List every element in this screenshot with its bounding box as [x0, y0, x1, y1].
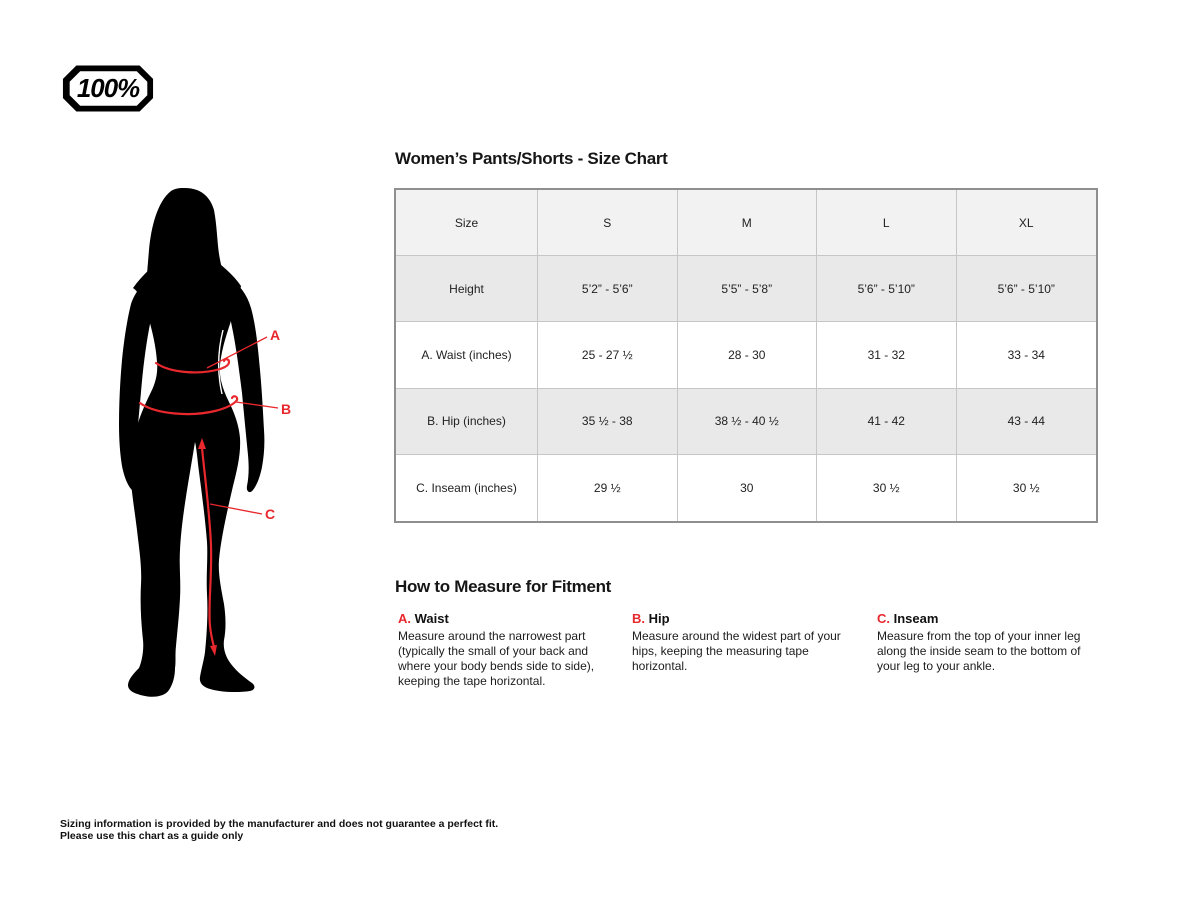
row-label: A. Waist (inches) [396, 322, 538, 388]
table-cell: 5’5” - 5’8” [678, 256, 818, 322]
table-header-row [396, 190, 1096, 256]
measure-name: Waist [414, 611, 449, 626]
disclaimer-line-1: Sizing information is provided by the manufacturer and does not guarantee a perfect fit. [60, 818, 499, 830]
table-cell: 38 ½ - 40 ½ [678, 389, 818, 455]
size-chart-table [394, 188, 1098, 523]
table-cell: 5’6” - 5’10” [817, 256, 957, 322]
table-row-hip [396, 389, 1096, 455]
measure-description: Measure from the top of your inner leg along the inside seam to the bottom of your leg to your ankle. [877, 629, 1081, 673]
measure-item-heading [632, 611, 867, 626]
table-cell: 30 ½ [1012, 480, 1040, 495]
measure-letter: C. [877, 611, 890, 626]
table-cell: 5’6” - 5’10” [957, 256, 1097, 322]
measure-letter: A. [398, 611, 411, 626]
how-to-measure-title: How to Measure for Fitment [395, 577, 612, 596]
measure-letter: B. [632, 611, 645, 626]
disclaimer-line-2: Please use this chart as a guide only [60, 830, 244, 842]
table-cell: 35 ½ - 38 [538, 389, 678, 455]
table-cell: 43 - 44 [957, 389, 1097, 455]
disclaimer [60, 818, 498, 842]
header-cell-size: Size [396, 190, 538, 256]
measure-item-heading [398, 611, 622, 626]
measure-name: Inseam [893, 611, 939, 626]
brand-logo-badge [62, 64, 154, 113]
measure-description: Measure around the narrowest part (typically the small of your back and where your body bends side to side), keeping the tape horizontal. [398, 629, 595, 688]
how-to-measure-columns [398, 611, 1098, 689]
measure-item-inseam [877, 611, 1098, 689]
table-cell: 30 [678, 455, 818, 521]
brand-logo [62, 64, 154, 113]
row-label: B. Hip (inches) [396, 389, 538, 455]
table-row-inseam [396, 455, 1096, 521]
measure-name: Hip [648, 611, 670, 626]
table-cell: 41 - 42 [817, 389, 957, 455]
table-row-waist [396, 322, 1096, 388]
table-cell: 25 - 27 ½ [538, 322, 678, 388]
measure-item-hip [632, 611, 867, 689]
header-cell-xl: XL [957, 190, 1097, 256]
figure-label-c: C [265, 506, 276, 522]
table-cell: 33 - 34 [957, 322, 1097, 388]
measurement-figure [115, 186, 300, 731]
table-row-height [396, 256, 1096, 322]
row-label: Height [396, 256, 538, 322]
woman-silhouette-figure [115, 186, 300, 731]
table-cell: 30 ½ [817, 455, 957, 521]
table-cell: 28 - 30 [678, 322, 818, 388]
measure-item-heading [877, 611, 1098, 626]
header-cell-s: S [538, 190, 678, 256]
table-cell: 31 - 32 [817, 322, 957, 388]
measure-description: Measure around the widest part of your hips, keeping the measuring tape horizontal. [632, 629, 841, 673]
header-cell-m: M [678, 190, 818, 256]
figure-label-a: A [270, 327, 281, 343]
table-cell: 5’2” - 5’6” [538, 256, 678, 322]
measure-item-waist [398, 611, 622, 689]
figure-label-b: B [281, 401, 292, 417]
row-label: C. Inseam (inches) [396, 455, 538, 521]
brand-logo-text: 100% [76, 75, 140, 104]
header-cell-l: L [817, 190, 957, 256]
page-title: Women’s Pants/Shorts - Size Chart [395, 149, 668, 168]
table-cell: 29 ½ [538, 455, 678, 521]
